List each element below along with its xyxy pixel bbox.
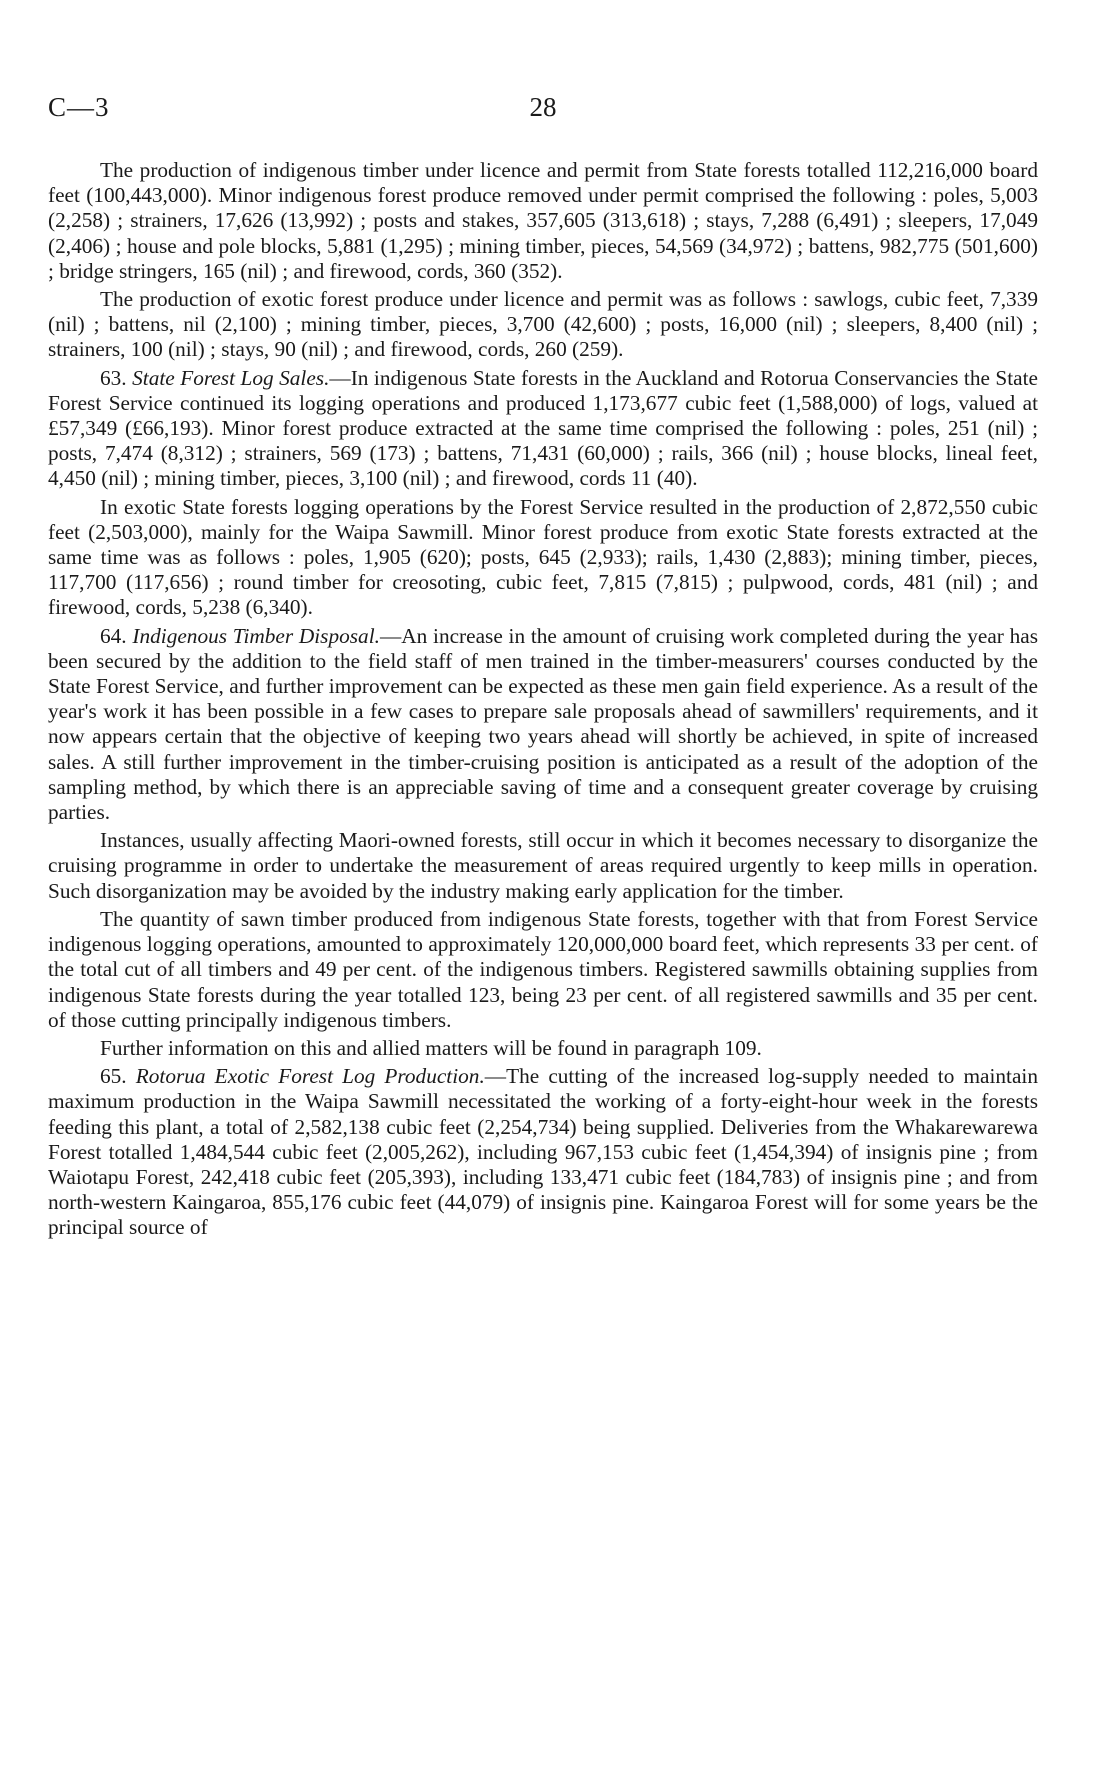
- paragraph: [48, 287, 1038, 363]
- paragraph-heading: State Forest Log Sales.: [132, 365, 330, 390]
- paragraph-text: The quantity of sawn timber produced from indigenous State forests, together with that from Forest Service indigenous logging operations, amounted to approximately 120,000,000 board feet, which represents 33 per cent. of the total cut of all timbers and 49 per cent. of the indigenous timbers. Registered sawmills obtaining supplies from indigenous State forests during the year totalled 123, being 23 per cent. of all registered sawmills and 35 per cent. of those cutting principally indigenous timbers.: [48, 906, 1038, 1032]
- paragraph: [48, 366, 1038, 492]
- paragraph-heading: Rotorua Exotic Forest Log Production.: [135, 1064, 485, 1089]
- paragraph-text: —An increase in the amount of cruising work completed during the year has been secured by the addition to the field staff of men trained in the timber-measurers' courses conducted by the State Forest Service, and further improvement can be expected as these men gain field experience. As a result of the year's work it has been possible in a few cases to prepare sale proposals ahead of sawmillers' requirements, and it now appears certain that the objective of keeping two years ahead will shortly be achieved, in spite of increased sales. A still further improvement in the timber-cruising position is anticipated as a result of the adoption of the sampling method, by which there is an appreciable saving of time and a consequent greater coverage by cruising parties.: [48, 623, 1039, 825]
- paragraph-number: 63.: [100, 365, 127, 390]
- page-number: 28: [529, 92, 557, 122]
- page-header: [48, 92, 1038, 132]
- paragraph-text: The production of indigenous timber under licence and permit from State forests totalled 112,216,000 board feet (100,443,000). Minor indigenous forest produce removed under permit comprised the following : poles, 5,003 (2,258) ; strainers, 17,626 (13,992) ; posts and stakes, 357,605 (313,618) ; stays, 7,288 (6,491) ; sleepers, 17,049 (2,406) ; house and pole blocks, 5,881 (1,295) ; mining timber, pieces, 54,569 (34,972) ; battens, 982,775 (501,600) ; bridge stringers, 165 (nil) ; and firewood, cords, 360 (352).: [48, 158, 1038, 283]
- paragraph: [48, 1036, 1038, 1061]
- paragraph: [48, 158, 1038, 284]
- paragraph: [48, 624, 1038, 826]
- paragraph-text: Further information on this and allied matters will be found in paragraph 109.: [100, 1035, 762, 1060]
- paragraph-number: 64.: [100, 623, 127, 648]
- paragraph-text: Instances, usually affecting Maori-owned forests, still occur in which it becomes necessary to disorganize the cruising programme in order to undertake the measurement of areas required urgently to keep mills in operation. Such disorganization may be avoided by the industry making early application for the timber.: [48, 828, 1038, 903]
- paragraph: [48, 828, 1038, 904]
- paragraph-text: The production of exotic forest produce under licence and permit was as follows : sawlogs, cubic feet, 7,339 (nil) ; battens, nil (2,100) ; mining timber, pieces, 3,700 (42,600) ; posts, 16,000 (nil) ; sleepers, 8,400 (nil) ; strainers, 100 (nil) ; stays, 90 (nil) ; and firewood, cords, 260 (259).: [48, 287, 1038, 362]
- paragraph: [48, 1064, 1038, 1240]
- paragraph: [48, 495, 1038, 621]
- paragraph-number: 65.: [100, 1064, 127, 1089]
- document-code: C—3: [48, 92, 110, 122]
- body-text: [48, 158, 1038, 1244]
- paragraph-heading: Indigenous Timber Disposal.: [132, 623, 380, 648]
- paragraph: [48, 907, 1038, 1033]
- paragraph-text: —In indigenous State forests in the Auckland and Rotorua Conservancies the State Forest Service continued its logging operations and produced 1,173,677 cubic feet (1,588,000) of logs, valued at £57,349 (£66,193). Minor forest produce extracted at the same time comprised the following : poles, 251 (nil) ; posts, 7,474 (8,312) ; strainers, 569 (173) ; battens, 71,431 (60,000) ; rails, 366 (nil) ; house blocks, lineal feet, 4,450 (nil) ; mining timber, pieces, 3,100 (nil) ; and firewood, cords 11 (40).: [48, 365, 1038, 491]
- paragraph-text: —The cutting of the increased log-supply needed to maintain maximum production in the Waipa Sawmill necessitated the working of a forty-eight-hour week in the forests feeding this plant, a total of 2,582,138 cubic feet (2,254,734) being supplied. Deliveries from the Whakarewarewa Forest totalled 1,484,544 cubic feet (2,005,262), including 967,153 cubic feet (1,454,394) of insignis pine ; from Waiotapu Forest, 242,418 cubic feet (205,393), including 133,471 cubic feet (184,783) of insignis pine ; and from north-western Kaingaroa, 855,176 cubic feet (44,079) of insignis pine. Kaingaroa Forest will for some years be the principal source of: [48, 1064, 1038, 1240]
- paragraph-text: In exotic State forests logging operations by the Forest Service resulted in the production of 2,872,550 cubic feet (2,503,000), mainly for the Waipa Sawmill. Minor forest produce from exotic State forests extracted at the same time was as follows : poles, 1,905 (620); posts, 645 (2,933); rails, 1,430 (2,883); mining timber, pieces, 117,700 (117,656) ; round timber for creosoting, cubic feet, 7,815 (7,815) ; pulpwood, cords, 481 (nil) ; and firewood, cords, 5,238 (6,340).: [48, 494, 1038, 620]
